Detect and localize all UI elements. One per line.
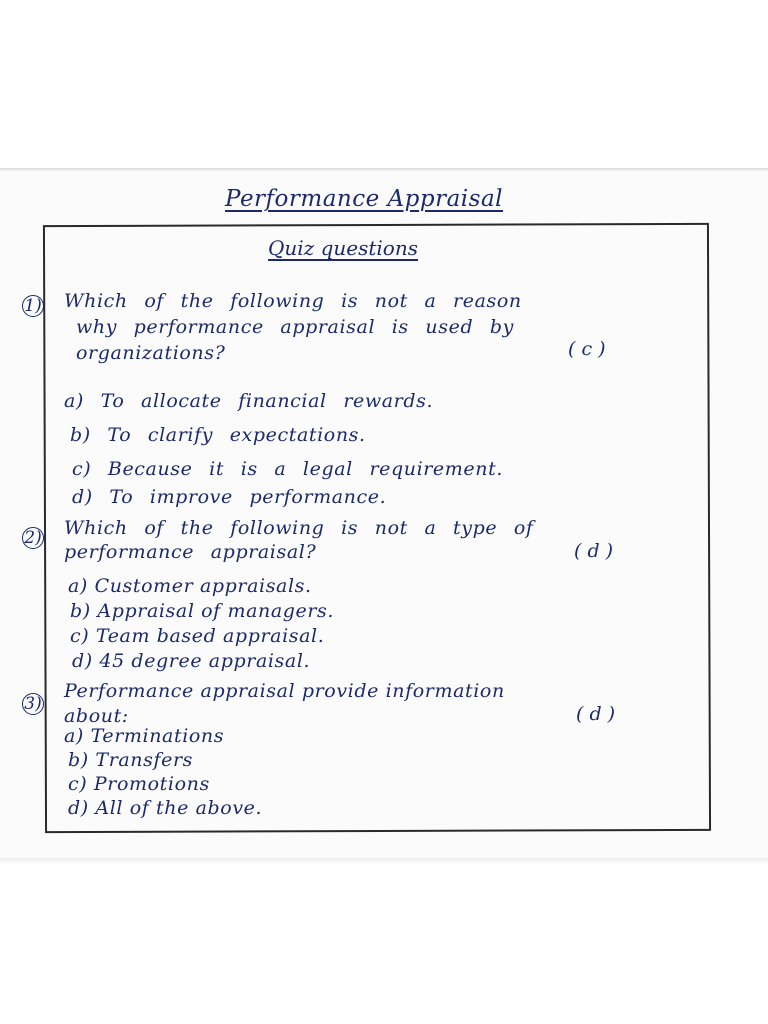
question-1-number: 1) <box>22 295 44 317</box>
question-1-answer: ( c ) <box>568 338 606 360</box>
question-2-option-c: c) Team based appraisal. <box>70 625 325 647</box>
question-3-number: 3) <box>22 693 44 715</box>
question-2-line-1: Which of the following is not a type of <box>64 517 534 539</box>
question-2-option-d: d) 45 degree appraisal. <box>72 650 311 672</box>
question-1-line-2: why performance appraisal is used by <box>76 316 514 338</box>
question-3-option-b: b) Transfers <box>68 749 193 771</box>
question-3-option-c: c) Promotions <box>68 773 210 795</box>
paper-bottom-edge <box>0 858 768 864</box>
background-top <box>0 0 768 168</box>
question-3-line-2: about: <box>64 705 129 727</box>
question-2-number: 2) <box>22 527 44 549</box>
page-subtitle: Quiz questions <box>268 236 418 260</box>
question-2-answer: ( d ) <box>574 540 614 562</box>
question-3-option-d: d) All of the above. <box>68 797 263 819</box>
question-1-option-c: c) Because it is a legal requirement. <box>72 458 503 480</box>
page-title: Performance Appraisal <box>225 186 504 212</box>
question-3-answer: ( d ) <box>576 703 616 725</box>
question-2-option-a: a) Customer appraisals. <box>68 575 312 597</box>
question-2-line-2: performance appraisal? <box>64 541 317 563</box>
question-3-option-a: a) Terminations <box>64 725 225 747</box>
question-3-line-1: Performance appraisal provide information <box>64 680 505 702</box>
question-2-option-b: b) Appraisal of managers. <box>70 600 335 622</box>
question-1-option-b: b) To clarify expectations. <box>70 424 366 446</box>
question-1-option-d: d) To improve performance. <box>72 486 387 508</box>
question-1-option-a: a) To allocate financial rewards. <box>64 390 434 412</box>
question-1-line-3: organizations? <box>76 342 226 364</box>
question-1-line-1: Which of the following is not a reason <box>64 290 522 312</box>
